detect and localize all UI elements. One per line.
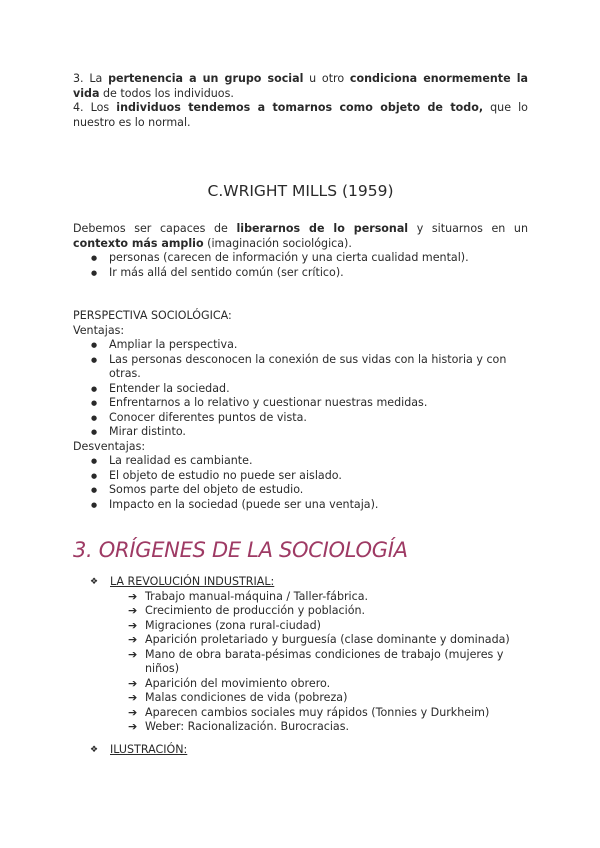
ventajas-list	[73, 338, 528, 440]
list-item: ➔ Mano de obra barata-pésimas condiciones de trabajo (mujeres y niños)	[128, 647, 504, 675]
diamond-bullet-icon: ❖	[90, 744, 99, 755]
ventajas-label: Ventajas:	[73, 323, 125, 337]
arrow-icon: ➔	[128, 705, 138, 719]
list-item: ➔ Aparecen cambios sociales muy rápidos (Tonnies y Durkheim)	[128, 705, 490, 719]
list-item: ● Enfrentarnos a lo relativo y cuestionar nuestras medidas.	[109, 396, 528, 411]
list-item: ➔ Weber: Racionalización. Burocracias.	[128, 720, 350, 733]
list-item: ● Ir más allá del sentido común (ser crítico).	[109, 266, 528, 281]
revolucion-list	[73, 590, 528, 735]
revolucion-item	[73, 575, 528, 590]
intro-point-4: 4. Los individuos tendemos a tomarnos como objeto de todo, que lo nuestro es lo normal.	[73, 101, 528, 129]
list-item: ● Impacto en la sociedad (puede ser una ventaja).	[109, 498, 528, 513]
list-item: ➔ Crecimiento de producción y población.	[128, 604, 366, 617]
mills-bullets	[73, 251, 528, 280]
desventajas-list	[73, 454, 528, 512]
diamond-bullet-icon: ❖	[90, 577, 99, 587]
list-item: ➔ Migraciones (zona rural-ciudad)	[128, 618, 321, 632]
origenes-title: 3. ORÍGENES DE LA SOCIOLOGÍA	[73, 538, 408, 562]
arrow-icon: ➔	[128, 720, 138, 733]
list-item: ● Conocer diferentes puntos de vista.	[109, 411, 528, 426]
arrow-icon: ➔	[128, 589, 138, 603]
list-item: ● Mirar distinto.	[109, 425, 528, 440]
list-item: ● Entender la sociedad.	[109, 382, 528, 397]
perspectiva-heading: PERSPECTIVA SOCIOLÓGICA:	[73, 309, 232, 322]
arrow-icon: ➔	[128, 676, 138, 690]
list-item: ● Ampliar la perspectiva.	[109, 338, 528, 353]
list-item: ● personas (carecen de información y una cierta cualidad mental).	[109, 251, 528, 266]
mills-title: C.WRIGHT MILLS (1959)	[207, 182, 394, 200]
document-page	[73, 72, 528, 757]
revolucion-label: LA REVOLUCIÓN INDUSTRIAL:	[110, 575, 275, 588]
list-item: ➔ Trabajo manual-máquina / Taller-fábrica.	[128, 589, 369, 603]
list-item: ➔ Aparición del movimiento obrero.	[128, 676, 331, 690]
arrow-icon: ➔	[128, 633, 138, 646]
intro-point-3: 3. La pertenencia a un grupo social u otro condiciona enormemente la vida de todos los individuos.	[73, 72, 528, 100]
list-item: ➔ Malas condiciones de vida (pobreza)	[128, 691, 348, 704]
arrow-icon: ➔	[128, 618, 138, 632]
arrow-icon: ➔	[128, 647, 138, 661]
desventajas-label: Desventajas:	[73, 439, 146, 453]
mills-paragraph: Debemos ser capaces de liberarnos de lo personal y situarnos en un contexto más amplio (imaginación sociológica).	[73, 222, 528, 250]
list-item: ● El objeto de estudio no puede ser aislado.	[109, 469, 528, 484]
ilustracion-item	[73, 743, 528, 758]
list-item: ● Somos parte del objeto de estudio.	[109, 483, 528, 498]
arrow-icon: ➔	[128, 691, 138, 704]
list-item: ➔ Aparición proletariado y burguesía (clase dominante y dominada)	[128, 633, 510, 646]
ilustracion-label: ILUSTRACIÓN:	[110, 742, 188, 756]
arrow-icon: ➔	[128, 604, 138, 617]
list-item: ● Las personas desconocen la conexión de sus vidas con la historia y con otras.	[109, 353, 528, 382]
list-item: ● La realidad es cambiante.	[109, 454, 528, 469]
